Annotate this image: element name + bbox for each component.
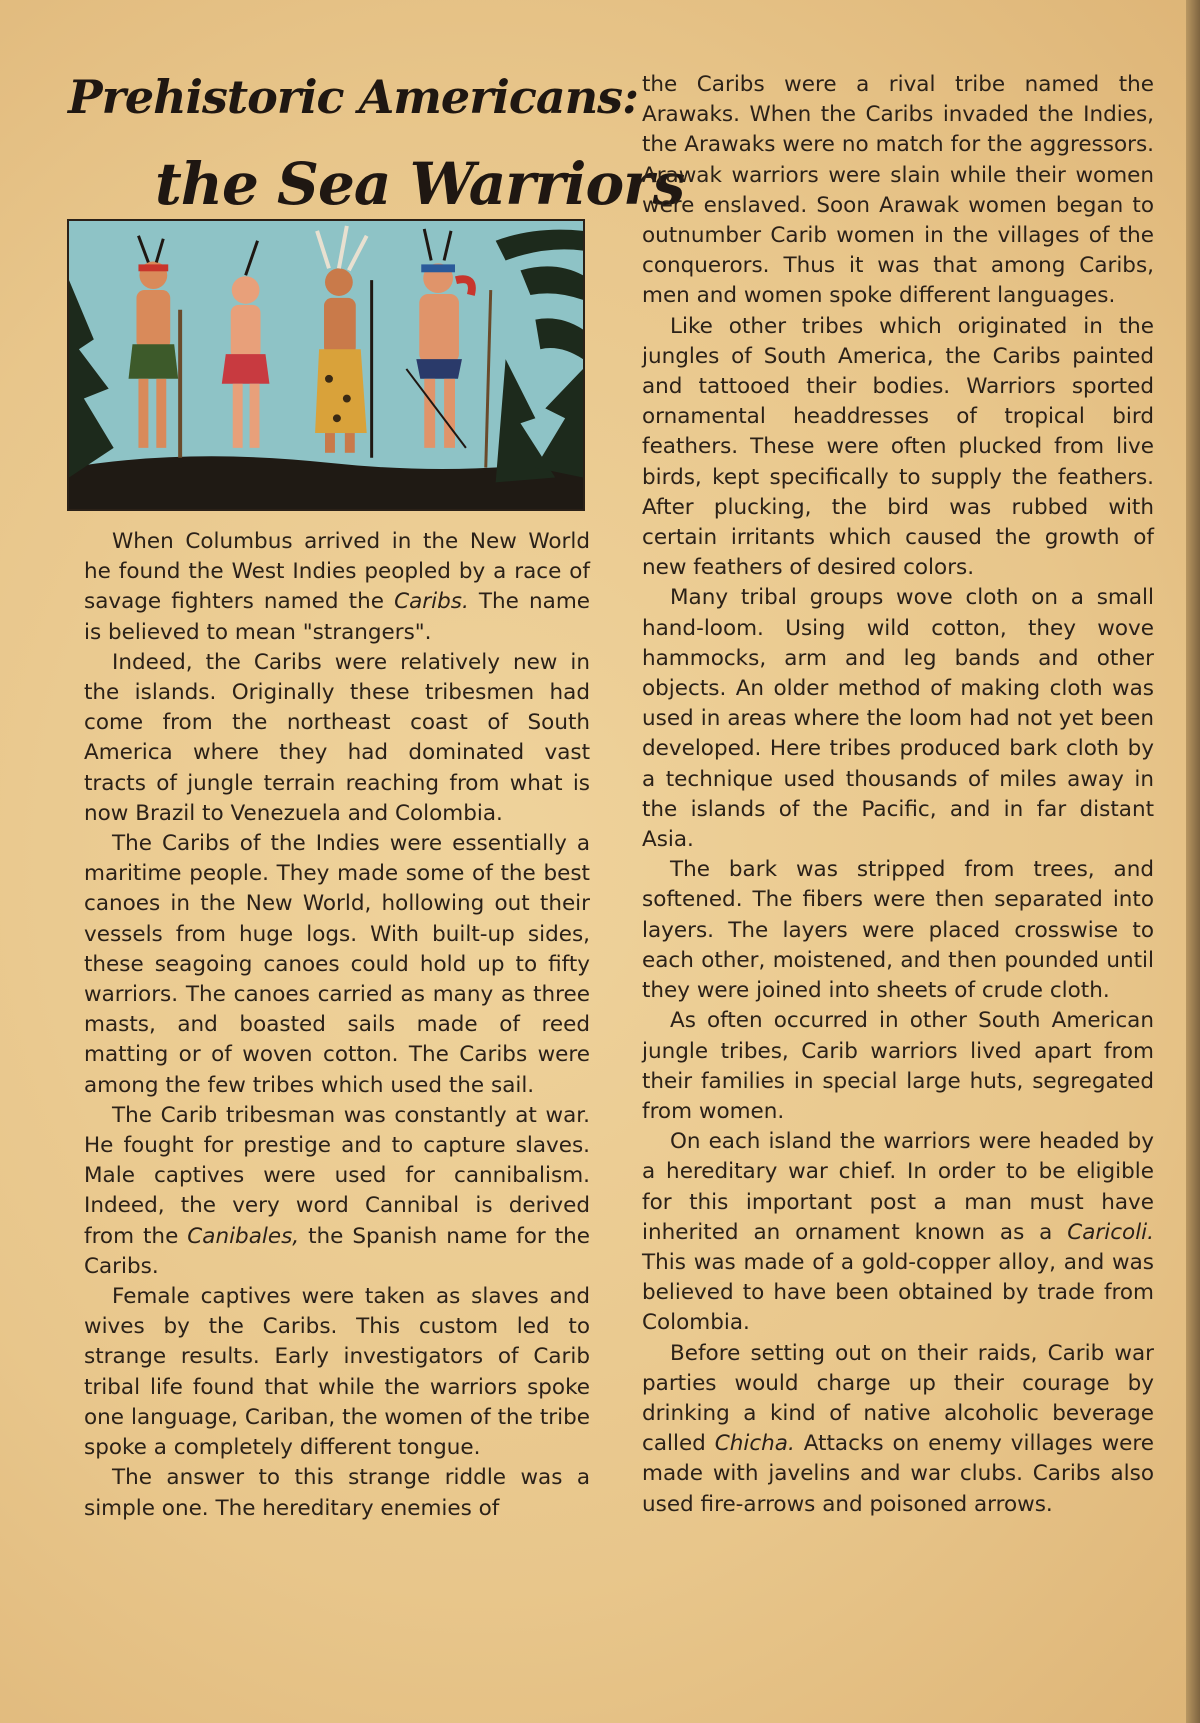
paragraph: The bark was stripped from trees, and softened. The fibers were then separated into layers. The layers were placed crosswise to each other, moistened, and then pounded until they were joined into sheets of crude cloth. — [642, 857, 1154, 1004]
paragraph: As often occurred in other South American jungle tribes, Carib warriors lived apart from their families in special large huts, segregated from women. — [642, 1008, 1154, 1124]
paragraph: The Carib tribesman was constantly at war. He fought for prestige and to capture slaves. Male captives were used for cannibalism. Indeed, the very word Cannibal is derived from the Canibales, the Spanish name for the Caribs. — [84, 1102, 590, 1279]
article-column-right — [642, 70, 1154, 1520]
carib-warriors-illustration — [67, 219, 585, 511]
paragraph: Female captives were taken as slaves and wives by the Caribs. This custom led to strange results. Early investigators of Carib tribal life found that while the warriors spoke one language, Cariban, the women of the tribe spoke a completely different tongue. — [84, 1284, 590, 1461]
paragraph: When Columbus arrived in the New World he found the West Indies peopled by a race of savage fighters named the Caribs. The name is believed to mean "strangers". — [84, 529, 590, 645]
paragraph: Before setting out on their raids, Carib war parties would charge up their courage by drinking a kind of native alcoholic beverage called Chicha. Attacks on enemy villages were made with javelins and war clubs. Caribs also used fire-arrows and poisoned arrows. — [642, 1340, 1155, 1517]
paragraph: Indeed, the Caribs were relatively new in the islands. Originally these tribesmen had come from the northeast coast of South America where they had dominated vast tracts of jungle terrain reaching from what is now Brazil to Venezuela and Colombia. — [84, 649, 590, 826]
article-title-line2: the Sea Warriors — [155, 150, 685, 218]
article-title-line1: Prehistoric Americans: — [68, 70, 639, 124]
paragraph: Many tribal groups wove cloth on a small hand-loom. Using wild cotton, they wove hammocks, arm and leg bands and other objects. An older method of making cloth was used in areas where the loom had not yet been developed. Here tribes produced bark cloth by a technique used thousands of miles away in the islands of the Pacific, and in far distant Asia. — [642, 585, 1154, 853]
paragraph: the Caribs were a rival tribe named the Arawaks. When the Caribs invaded the Indies, the Arawaks were no match for the aggressors. Arawak warriors were slain while their women were enslaved. Soon Arawak women began to outnumber Carib women in the villages of the conquerors. Thus it was that among Caribs, men and women spoke different languages. — [642, 72, 1154, 309]
paragraph: The Caribs of the Indies were essentially a maritime people. They made some of the best canoes in the New World, hollowing out their vessels from huge logs. With built-up sides, these seagoing canoes could hold up to fifty warriors. The canoes carried as many as three masts, and boasted sails made of reed matting or of woven cotton. The Caribs were among the few tribes which used the sail. — [84, 831, 590, 1098]
paragraph: The answer to this strange riddle was a simple one. The hereditary enemies of — [84, 1465, 590, 1521]
paragraph: Like other tribes which originated in the jungles of South America, the Caribs painted and tattooed their bodies. Warriors sported ornamental headdresses of tropical bird feathers. These were often plucked from live birds, kept specifically to supply the feathers. After plucking, the bird was rubbed with certain irritants which caused the growth of new feathers of desired colors. — [642, 313, 1154, 581]
warriors-drawing-icon — [69, 221, 583, 509]
paragraph: On each island the warriors were headed by a hereditary war chief. In order to be eligible for this important post a man must have inherited an ornament known as a Caricoli. This was made of a gold-copper alloy, and was believed to have been obtained by trade from Colombia. — [642, 1129, 1154, 1336]
article-column-left — [84, 527, 590, 1524]
page-spine-shadow — [1186, 0, 1200, 1723]
